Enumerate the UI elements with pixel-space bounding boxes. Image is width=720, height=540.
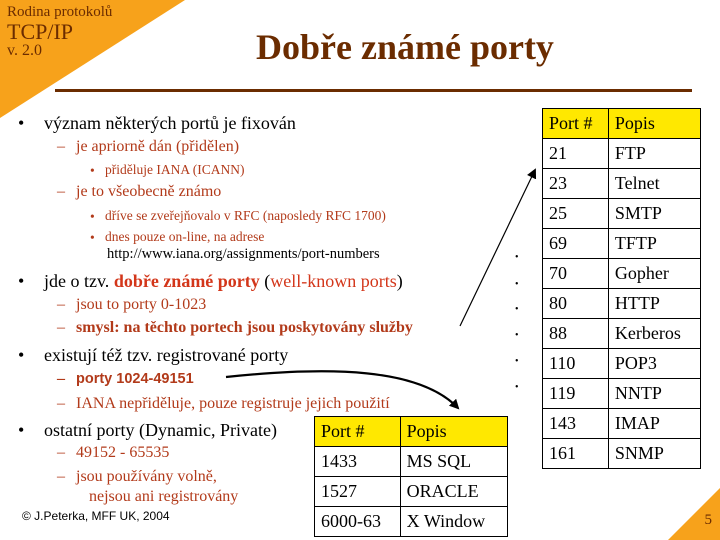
bullet-2-pre: jde o tzv. (44, 271, 114, 291)
ellipsis-dot: • (515, 304, 519, 315)
desc-cell: SNMP (608, 439, 700, 469)
arrow-to-well-known-table (460, 170, 535, 326)
bullet-2-1-dash: – (57, 296, 65, 313)
bullet-4-2a: jsou používány volně, (76, 468, 217, 485)
footer-author: © J.Peterka, MFF UK, 2004 (22, 509, 170, 523)
port-cell: 6000-63 (315, 507, 401, 537)
bullet-1-1: je apriorně dán (přidělen) (76, 138, 240, 155)
port-cell: 1433 (315, 447, 401, 477)
port-cell: 110 (543, 349, 609, 379)
desc-cell: IMAP (608, 409, 700, 439)
bullet-1-2-2: dnes pouze on-line, na adrese (105, 229, 265, 244)
page-number: 5 (704, 512, 712, 528)
port-cell: 70 (543, 259, 609, 289)
bullet-2-2: smysl: na těchto portech jsou poskytovány služby (76, 319, 413, 336)
table-header-port: Port # (543, 109, 609, 139)
bullet-4-marker: • (18, 420, 25, 440)
bullet-1-marker: • (18, 113, 25, 133)
port-cell: 21 (543, 139, 609, 169)
bullet-1-1-dash: – (57, 138, 65, 155)
port-cell: 161 (543, 439, 609, 469)
table-header-desc: Popis (608, 109, 700, 139)
bullet-4-1-dash: – (57, 444, 65, 461)
table-header-desc: Popis (400, 417, 507, 447)
bullet-3-1-dash: – (57, 370, 65, 387)
table-header-port: Port # (315, 417, 401, 447)
port-cell: 23 (543, 169, 609, 199)
ellipsis-dot: • (515, 279, 519, 290)
bullet-1-2-dash: – (57, 183, 65, 200)
ellipsis-dot: • (515, 382, 519, 393)
bullet-4-1: 49152 - 65535 (76, 444, 170, 461)
desc-cell: X Window (400, 507, 507, 537)
bullet-3-marker: • (18, 345, 25, 365)
bullet-1-2-1: dříve se zveřejňovalo v RFC (naposledy RFC 1700) (105, 208, 386, 223)
version-label: v. 2.0 (7, 42, 42, 59)
slide-title: Dobře známé porty (256, 27, 554, 67)
port-cell: 1527 (315, 477, 401, 507)
bullet-2-post: ) (396, 271, 403, 291)
desc-cell: NNTP (608, 379, 700, 409)
bullet-1-2-2-marker: • (90, 230, 95, 245)
port-cell: 25 (543, 199, 609, 229)
ellipsis-dot: • (515, 252, 519, 263)
port-cell: 143 (543, 409, 609, 439)
bullet-1-1-1-marker: • (90, 163, 95, 178)
desc-cell: MS SQL (400, 447, 507, 477)
bullet-2-marker: • (18, 271, 25, 291)
bullet-4: ostatní porty (Dynamic, Private) (44, 420, 277, 440)
bullet-4-2-dash: – (57, 468, 65, 485)
bullet-3-2-dash: – (57, 395, 65, 412)
desc-cell: POP3 (608, 349, 700, 379)
bullet-1-1-1: přiděluje IANA (ICANN) (105, 162, 245, 177)
port-cell: 69 (543, 229, 609, 259)
bullet-3-1: porty 1024-49151 (76, 371, 194, 387)
bullet-2-bold: dobře známé porty (113, 271, 260, 291)
port-cell: 88 (543, 319, 609, 349)
desc-cell: FTP (608, 139, 700, 169)
bullet-3: existují též tzv. registrované porty (44, 345, 289, 365)
desc-cell: Telnet (608, 169, 700, 199)
series-label: Rodina protokolů (7, 4, 113, 20)
iana-url[interactable]: http://www.iana.org/assignments/port-numbers (107, 246, 380, 262)
ellipsis-dot: • (515, 356, 519, 367)
bullet-1-2-1-marker: • (90, 209, 95, 224)
bullet-2-mid: ( (259, 271, 271, 291)
port-cell: 80 (543, 289, 609, 319)
desc-cell: SMTP (608, 199, 700, 229)
bullet-2-english: well-known ports (270, 271, 397, 291)
desc-cell: TFTP (608, 229, 700, 259)
desc-cell: Kerberos (608, 319, 700, 349)
desc-cell: ORACLE (400, 477, 507, 507)
bullet-2-2-dash: – (57, 319, 65, 336)
bullet-4-2b: nejsou ani registrovány (89, 488, 239, 505)
bullet-2-1: jsou to porty 0-1023 (76, 296, 207, 313)
port-cell: 119 (543, 379, 609, 409)
desc-cell: HTTP (608, 289, 700, 319)
desc-cell: Gopher (608, 259, 700, 289)
protocol-label: TCP/IP (7, 19, 74, 44)
bullet-3-2: IANA nepřiděluje, pouze registruje jejich použití (76, 395, 390, 412)
bullet-1-2: je to všeobecně známo (76, 183, 222, 200)
arrow-to-registered-table (226, 371, 458, 408)
ellipsis-dot: • (515, 330, 519, 341)
bullet-1: význam některých portů je fixován (44, 113, 296, 133)
